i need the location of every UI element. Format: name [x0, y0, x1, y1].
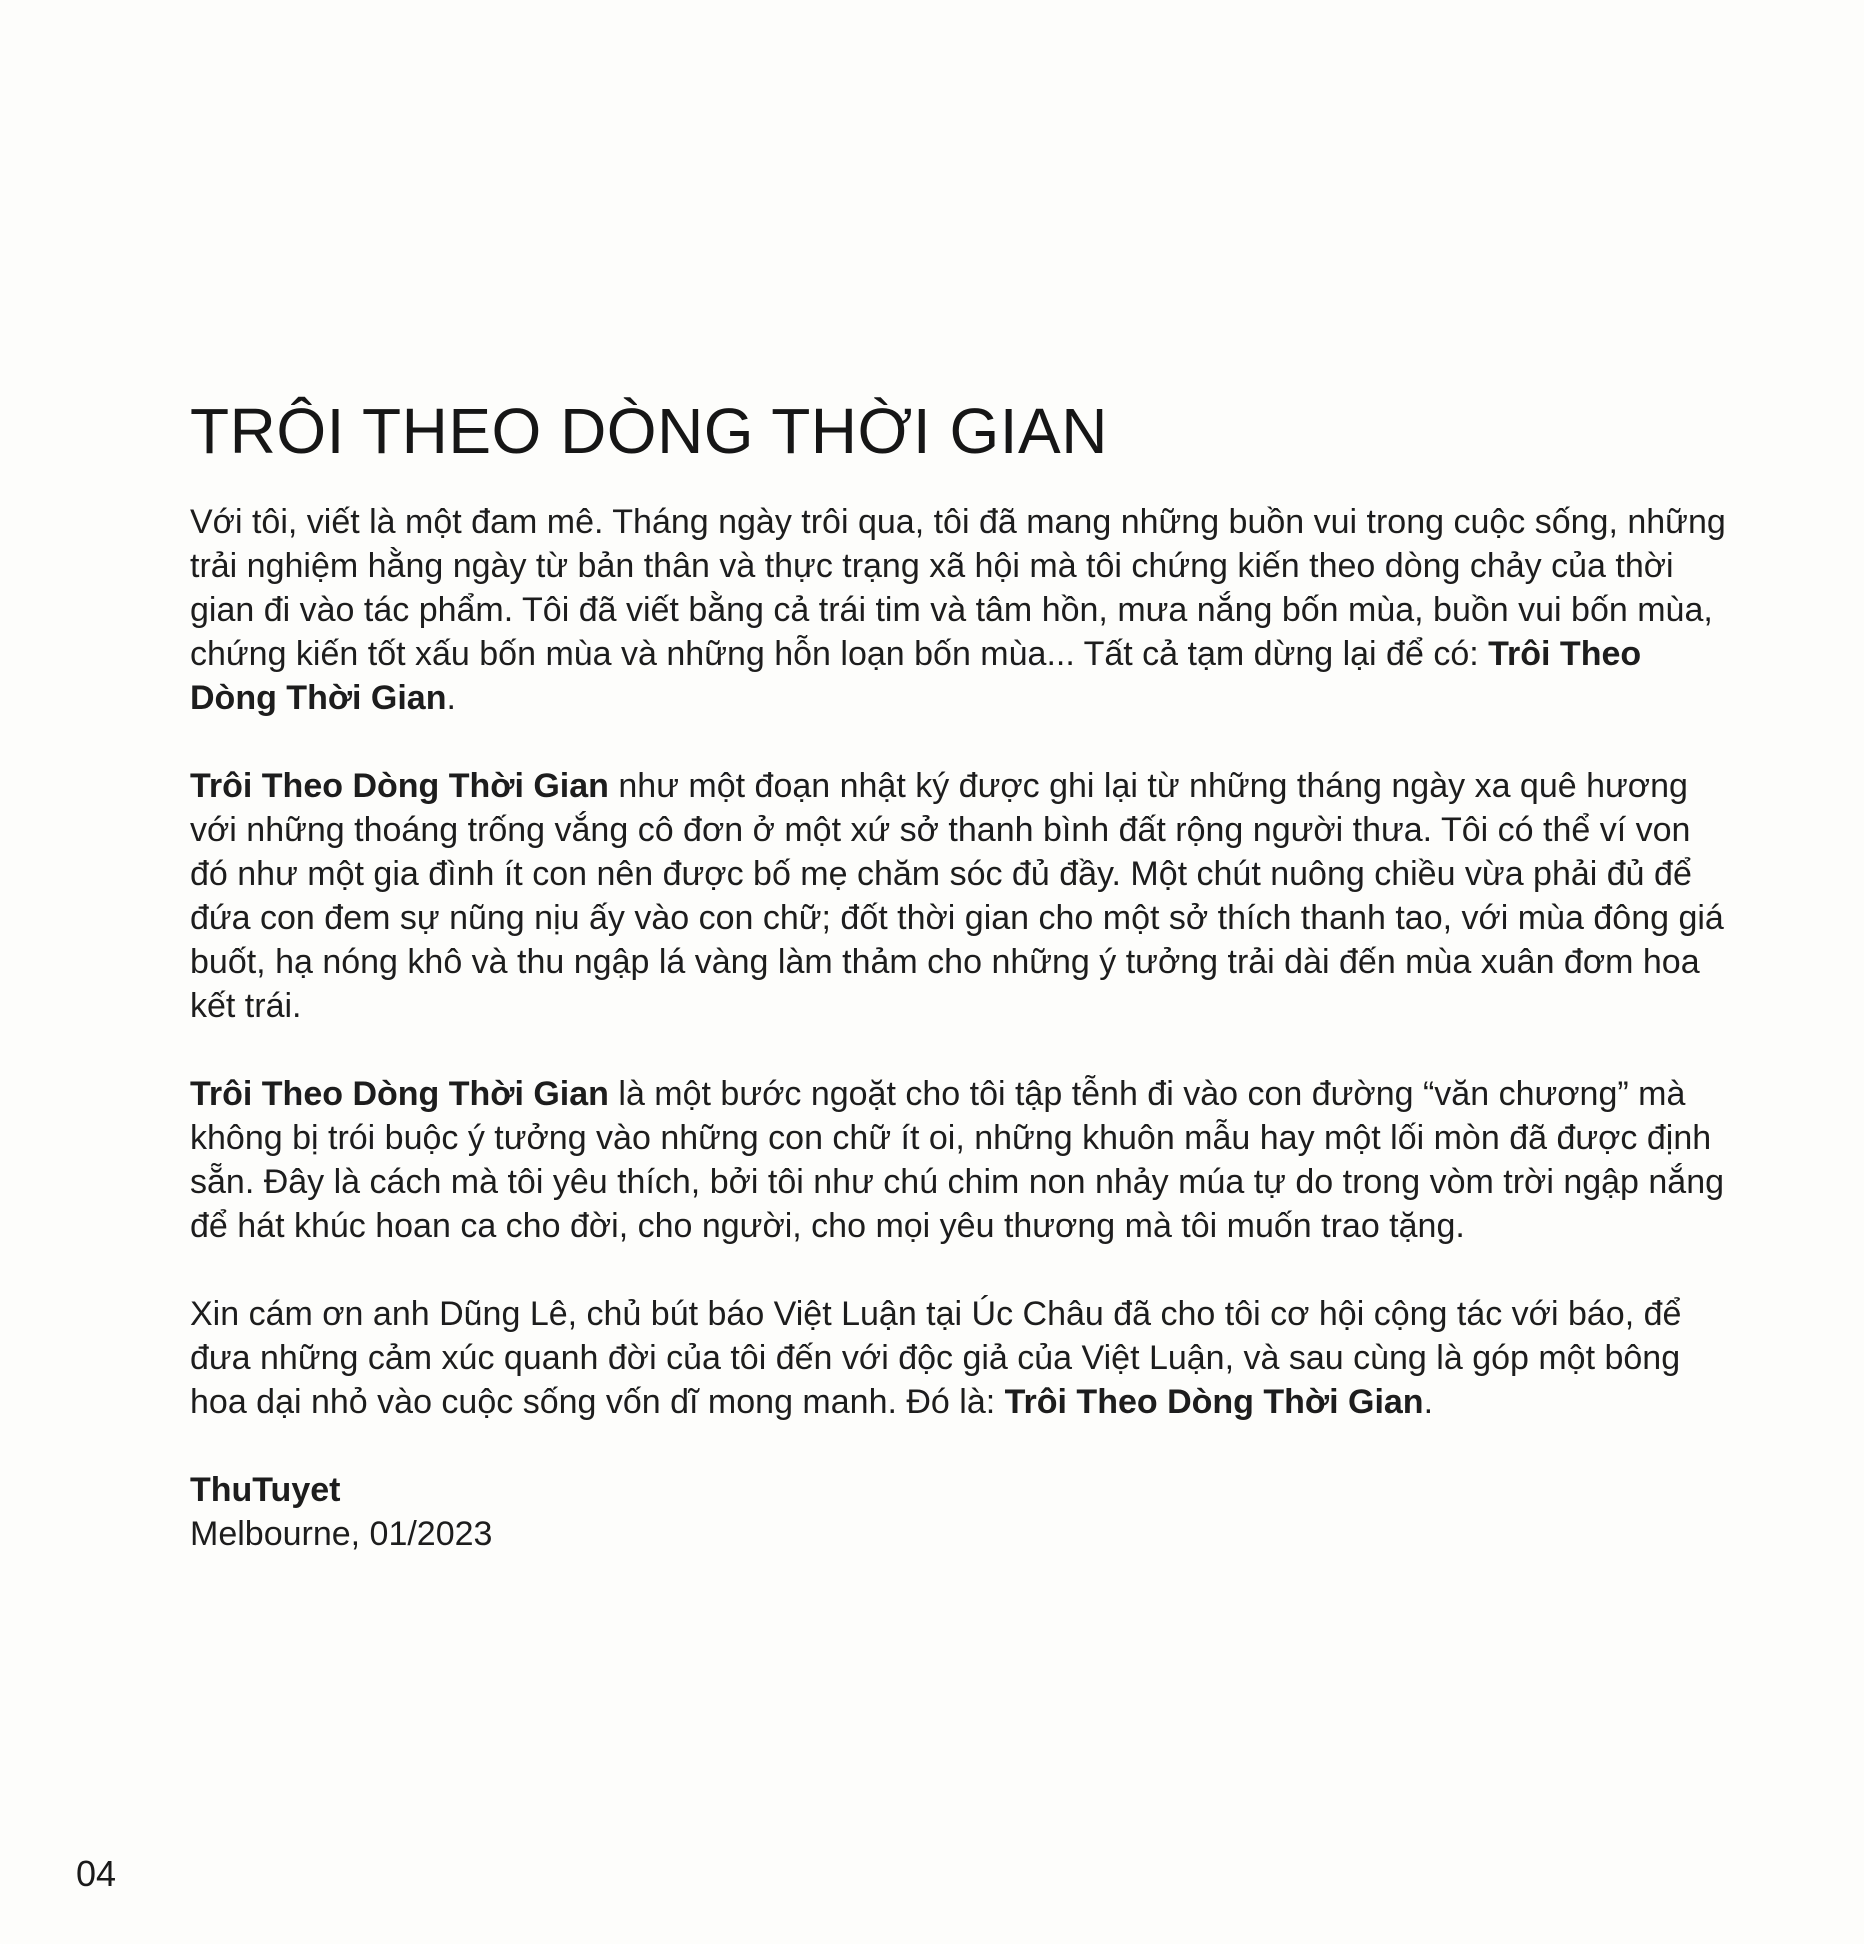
signature	[190, 1468, 1730, 1556]
paragraph-4-end: .	[1423, 1383, 1434, 1421]
paragraph-1	[190, 500, 1730, 720]
paragraph-2-book-title: Trôi Theo Dòng Thời Gian	[190, 767, 609, 805]
paragraph-2-text: như một đoạn nhật ký được ghi lại từ những tháng ngày xa quê hương với những thoáng trống vắng cô đơn ở một xứ sở thanh bình đất rộng người thưa. Tôi có thể ví von đó như một gia đình ít con nên được bố mẹ chăm sóc đủ đầy. Một chút nuông chiều vừa phải đủ để đứa con đem sự nũng nịu ấy vào con chữ; đốt thời gian cho một sở thích thanh tao, với mùa đông giá buốt, hạ nóng khô và thu ngập lá vàng làm thảm cho những ý tưởng trải dài đến mùa xuân đơm hoa kết trái.	[190, 767, 1724, 1025]
paragraph-3-text: là một bước ngoặt cho tôi tập tễnh đi vào con đường “văn chương” mà không bị trói buộc ý tưởng vào những con chữ ít oi, những khuôn mẫu hay một lối mòn đã được định sẵn. Đây là cách mà tôi yêu thích, bởi tôi như chú chim non nhảy múa tự do trong vòm trời ngập nắng để hát khúc hoan ca cho đời, cho người, cho mọi yêu thương mà tôi muốn trao tặng.	[190, 1075, 1725, 1245]
paragraph-1-end: .	[446, 679, 456, 717]
paragraph-1-book-title: Trôi Theo Dòng Thời Gian	[190, 635, 1642, 717]
paragraph-4-text: Xin cám ơn anh Dũng Lê, chủ bút báo Việt Luận tại Úc Châu đã cho tôi cơ hội cộng tác với báo, để đưa những cảm xúc quanh đời của tôi đến với độc giả của Việt Luận, và sau cùng là góp một bông hoa dại nhỏ vào cuộc sống vốn dĩ mong manh. Đó là:	[190, 1295, 1682, 1421]
paragraph-1-text: Với tôi, viết là một đam mê. Tháng ngày trôi qua, tôi đã mang những buồn vui trong cuộc sống, những trải nghiệm hằng ngày từ bản thân và thực trạng xã hội mà tôi chứng kiến theo dòng chảy của thời gian đi vào tác phẩm. Tôi đã viết bằng cả trái tim và tâm hồn, mưa nắng bốn mùa, buồn vui bốn mùa, chứng kiến tốt xấu bốn mùa và những hỗn loạn bốn mùa... Tất cả tạm dừng lại để có:	[190, 503, 1726, 673]
page-title: TRÔI THEO DÒNG THỜI GIAN	[190, 395, 1108, 467]
paragraph-3	[190, 1072, 1730, 1248]
paragraph-3-book-title: Trôi Theo Dòng Thời Gian	[190, 1075, 609, 1113]
page-number: 04	[76, 1853, 117, 1894]
place-date: Melbourne, 01/2023	[190, 1515, 493, 1553]
paragraph-4	[190, 1292, 1730, 1424]
author-name: ThuTuyet	[190, 1471, 341, 1509]
page-body	[190, 500, 1730, 1556]
paragraph-2	[190, 764, 1730, 1028]
paragraph-4-book-title: Trôi Theo Dòng Thời Gian	[1004, 1383, 1424, 1421]
